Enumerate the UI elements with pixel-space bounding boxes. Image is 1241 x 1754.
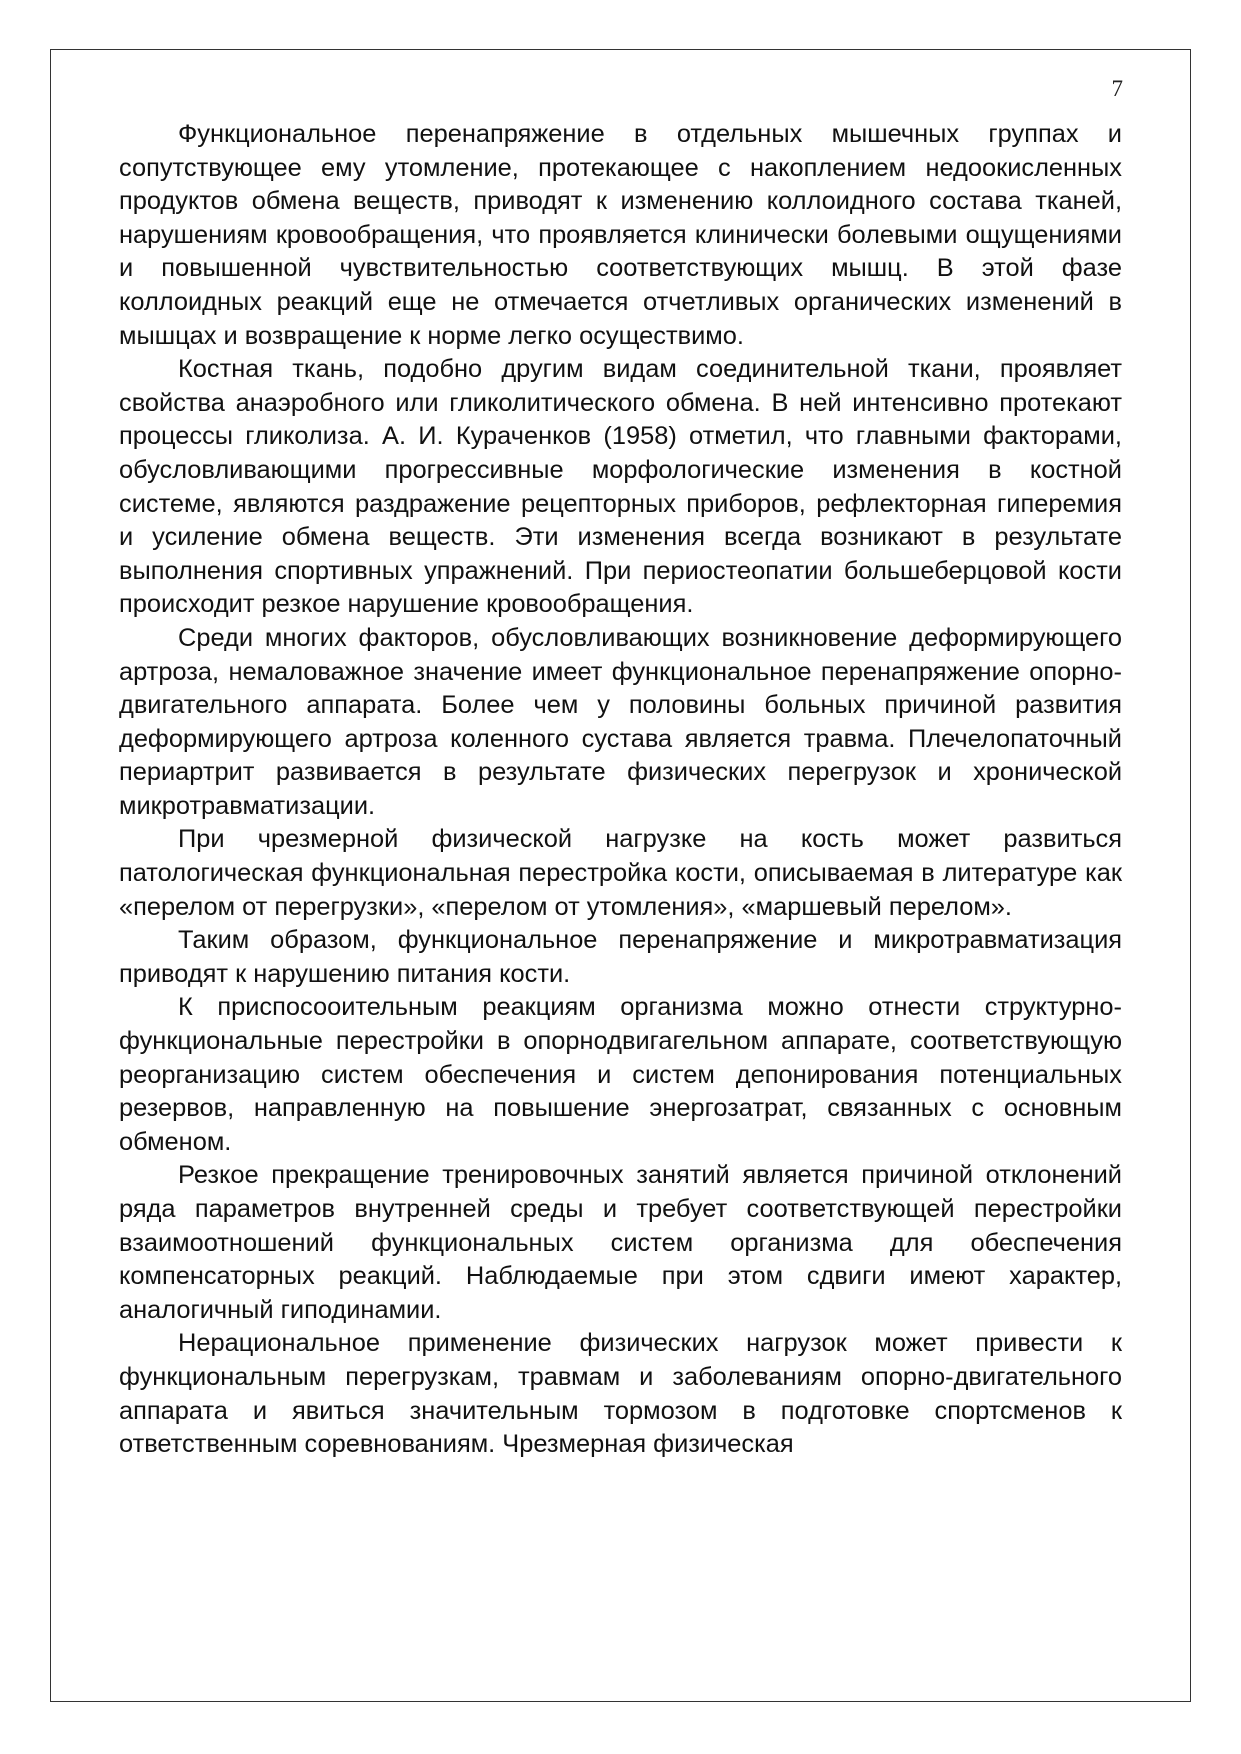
paragraph-arthrosis: Среди многих факторов, обусловливающих возникновение деформирующего артроза, немаловажное значение имеет функциональное перенапряжение опорно-двигательного аппарата. Более чем у половины больных причиной развития деформирующего артроза коленного сустава является травма. Плечелопаточный периартрит развивается в результате физических перегрузок и хронической микротравматизации. <box>119 623 1122 820</box>
page-number: 7 <box>1111 76 1123 101</box>
paragraph-conclusion: Таким образом, функциональное перенапряжение и микротравматизация приводят к нарушению питания кости. <box>119 926 1122 988</box>
paragraph-stress-fracture: При чрезмерной физической нагрузке на кость может развиться патологическая функциональная перестройка кости, описываемая в литературе как «перелом от перегрузки», «перелом от утомления», «маршевый перелом». <box>119 825 1122 921</box>
paragraph-training-cessation: Резкое прекращение тренировочных занятий является причиной отклонений ряда параметров внутренней среды и требует соответствующей перестройки взаимоотношений функциональных систем организма для обеспечения компенсаторных реакций. Наблюдаемые при этом сдвиги имеют характер, аналогичный гиподинамии. <box>119 1161 1122 1324</box>
body-text <box>119 118 1122 1462</box>
paragraph-adaptive-reactions: К приспосооительным реакциям организма можно отнести структурно-функциональные перестройки в опорнодвигагельном аппарате, соответствующую реорганизацию систем обеспечения и систем депонирования потенциальных резервов, направленную на повышение энергозатрат, связанных с основным обменом. <box>119 993 1122 1156</box>
paragraph-irrational-loads: Нерациональное применение физических нагрузок может привести к функциональным перегрузкам, травмам и заболеваниям опорно-двигательного аппарата и явиться значительным тормозом в подготовке спортсменов к ответственным соревнованиям. Чрезмерная физическая <box>119 1329 1122 1459</box>
paragraph-bone-tissue: Костная ткань, подобно другим видам соединительной ткани, проявляет свойства анаэробного или гликолитического обмена. В ней интенсивно протекают процессы гликолиза. А. И. Кураченков (1958) отметил, что главными факторами, обусловливающими прогрессивные морфологические изменения в костной системе, являются раздражение рецепторных приборов, рефлекторная гиперемия и усиление обмена веществ. Эти изменения всегда возникают в результате выполнения спортивных упражнений. При периостеопатии большеберцовой кости происходит резкое нарушение кровообращения. <box>119 355 1122 619</box>
paragraph-overstrain: Функциональное перенапряжение в отдельных мышечных группах и сопутствующее ему утомление, протекающее с накоплением недоокисленных продуктов обмена веществ, приводят к изменению коллоидного состава тканей, нарушениям кровообращения, что проявляется клинически болевыми ощущениями и повышенной чувствительностью соответствующих мышц. В этой фазе коллоидных реакций еще не отмечается отчетливых органических изменений в мышцах и возвращение к норме легко осуществимо. <box>119 120 1122 350</box>
